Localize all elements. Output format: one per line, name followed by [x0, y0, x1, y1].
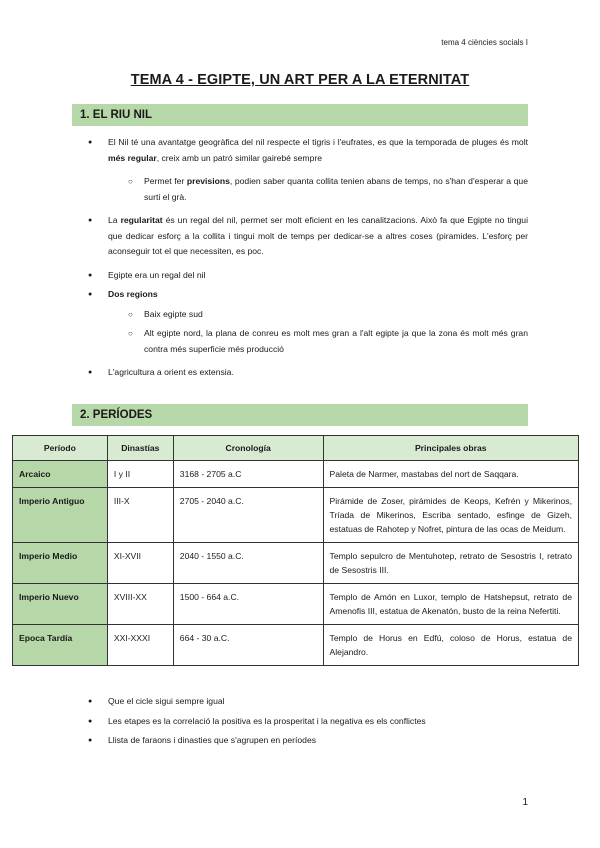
list-item: ● Les etapes es la correlació la positiva es la prosperitat i la negativa es els conflictes: [72, 714, 528, 730]
table-row: [13, 584, 579, 625]
list-item: ● Que el cicle sigui sempre igual: [72, 694, 528, 710]
list-subitem: ○ Alt egipte nord, la plana de conreu es molt mes gran a l'alt egipte ja que la zona és molt més gran contra més superficie més producció: [72, 326, 528, 357]
dynasties-cell: XVIII-XX: [107, 584, 173, 625]
period-cell: Epoca Tardía: [13, 625, 108, 666]
section-heading-riu-nil: 1. EL RIU NIL: [72, 104, 528, 126]
list-item: ● Dos regions: [72, 287, 528, 303]
list-item: ● L'agricultura a orient es extensia.: [72, 365, 528, 381]
page-title: TEMA 4 - EGIPTE, UN ART PER A LA ETERNITAT: [130, 72, 470, 88]
dynasties-cell: XI-XVII: [107, 543, 173, 584]
works-cell: Pirámide de Zoser, pirámides de Keops, Kefrén y Mikerinos, Tríada de Mikerinos, Escriba sentado, esfinge de Gizeh, estatuas de Rahotep y Nofret, pintura de las ocas de Meidum.: [323, 488, 578, 543]
list-item: ● La regularitat és un regal del nil, permet ser molt eficient en les canalitzacions. Això fa que Egipte no tingui que dedicar esforç a la collita i tingui molt de temps per dedicar-se a altres coses (piramides. L'esforç per aconseguir tot el que necessiten, es poc.: [72, 213, 528, 260]
list-item: ● Egipte era un regal del nil: [72, 268, 528, 284]
works-cell: Templo de Horus en Edfú, coloso de Horus, estatua de Alejandro.: [323, 625, 578, 666]
list-item: ● Llista de faraons i dinasties que s'agrupen en períodes: [72, 733, 528, 749]
dynasties-cell: I y II: [107, 461, 173, 488]
chronology-cell: 1500 - 664 a.C.: [173, 584, 323, 625]
table-row: [13, 461, 579, 488]
section-heading-periodes: 2. PERÍODES: [72, 404, 528, 426]
list-item: ● El Nil té una avantatge geogràfica del nil respecte el tigris i l'eufrates, es que la temporada de pluges és molt més regular, creix amb un patró similar gairebé sempre: [72, 135, 528, 166]
chronology-cell: 3168 - 2705 a.C: [173, 461, 323, 488]
chronology-cell: 2040 - 1550 a.C.: [173, 543, 323, 584]
section-nil-bullets: [72, 135, 528, 389]
period-cell: Imperio Nuevo: [13, 584, 108, 625]
column-header: Dinastías: [107, 436, 173, 461]
list-subitem: ○ Baix egipte sud: [72, 307, 528, 323]
chronology-cell: 2705 - 2040 a.C.: [173, 488, 323, 543]
dynasties-cell: XXI-XXXI: [107, 625, 173, 666]
period-cell: Arcaico: [13, 461, 108, 488]
table-row: [13, 488, 579, 543]
works-cell: Templo sepulcro de Mentuhotep, retrato de Sesostris I, retrato de Sesostris III.: [323, 543, 578, 584]
running-header: tema 4 ciències socials I: [441, 38, 528, 47]
periods-table: [12, 435, 579, 666]
section-periodes-bullets: [72, 694, 528, 753]
table-header-row: [13, 436, 579, 461]
works-cell: Paleta de Narmer, mastabas del nort de Saqqara.: [323, 461, 578, 488]
column-header: Período: [13, 436, 108, 461]
dynasties-cell: III-X: [107, 488, 173, 543]
period-cell: Imperio Antiguo: [13, 488, 108, 543]
period-cell: Imperio Medio: [13, 543, 108, 584]
column-header: Principales obras: [323, 436, 578, 461]
chronology-cell: 664 - 30 a.C.: [173, 625, 323, 666]
list-subitem: ○ Permet fer previsions, podien saber quanta collita tenien abans de temps, no s'han d'esperar a que surti el grà.: [72, 174, 528, 205]
page-number: 1: [522, 797, 528, 808]
works-cell: Templo de Amón en Luxor, templo de Hatshepsut, retrato de Amenofis III, estatua de Akenatón, busto de la reina Nefertiti.: [323, 584, 578, 625]
column-header: Cronología: [173, 436, 323, 461]
table-row: [13, 625, 579, 666]
table-row: [13, 543, 579, 584]
